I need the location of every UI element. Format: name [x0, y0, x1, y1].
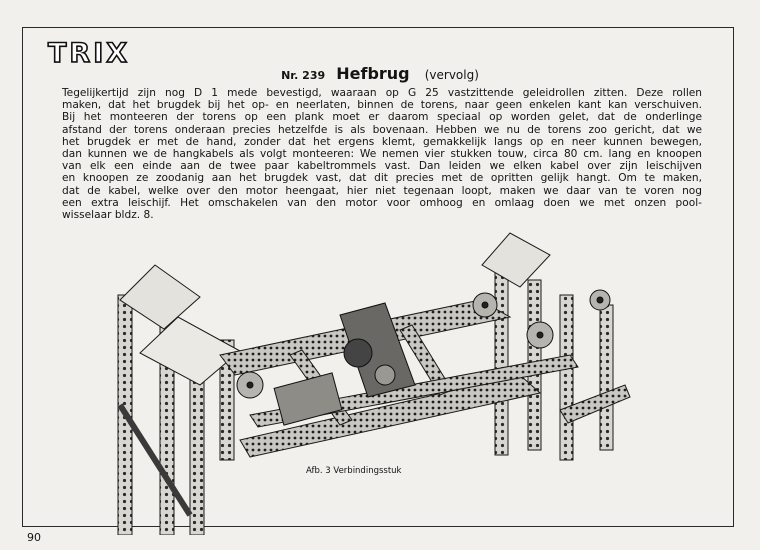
model-number: Nr. 239: [281, 69, 326, 82]
text-line: dat de kabel, welke over den motor heengaat, hier niet tegenaan loopt, maken we daar van te voren nog: [62, 184, 702, 197]
text-line: en knoopen ze zoodanig aan het brugdek vast, dat dit precies met de opritten gelijk hangt. Om te maken,: [62, 172, 702, 185]
continued-label: (vervolg): [424, 68, 479, 82]
trix-logo: TRIX: [48, 38, 131, 69]
instruction-text: [62, 87, 702, 221]
figure-caption: Afb. 3 Verbindingsstuk: [306, 466, 402, 476]
text-line: van elk een einde aan de twee paar kabeltrommels vast. Dan leiden we elken kabel over zijn leischijven: [62, 160, 702, 173]
left-tower: [118, 265, 240, 535]
text-line: het brugdek er met de hand, zonder dat het ergens klemt, gemakkelijk langs op en neer kunnen bewegen,: [62, 135, 702, 148]
text-line: een extra leischijf. Het omschakelen van den motor voor omhoog en omlaag doen we met onzen pool-: [62, 196, 702, 209]
page-title: [0, 64, 760, 83]
text-line: Tegelijkertijd zijn nog D 1 mede bevestigd, waaraan op G 25 vastzittende geleidrollen zitten. Deze rollen: [62, 87, 702, 99]
text-line: dan kunnen we de hangkabels als volgt monteeren: We nemen vier stukken touw, circa 80 cm. lang en knoopen: [62, 148, 702, 161]
text-line: maken, dat het brugdek bij het op- en neerlaten, binnen de torens, naar geen enkelen kant kan verschuiven.: [62, 99, 702, 112]
text-line: wisselaar bldz. 8.: [62, 209, 154, 222]
text-line: Bij het monteeren der torens op een plank moet er daarom speciaal op worden gelet, dat de onderlinge: [62, 111, 702, 124]
right-tower: [482, 233, 630, 460]
hefbrug-model-illustration: [100, 225, 640, 535]
text-line: afstand der torens onderaan precies hetzelfde is als bovenaan. Hebben we nu de torens zoo gericht, dat we: [62, 123, 702, 136]
model-name: Hefbrug: [336, 64, 410, 83]
page-number: 90: [27, 531, 41, 544]
